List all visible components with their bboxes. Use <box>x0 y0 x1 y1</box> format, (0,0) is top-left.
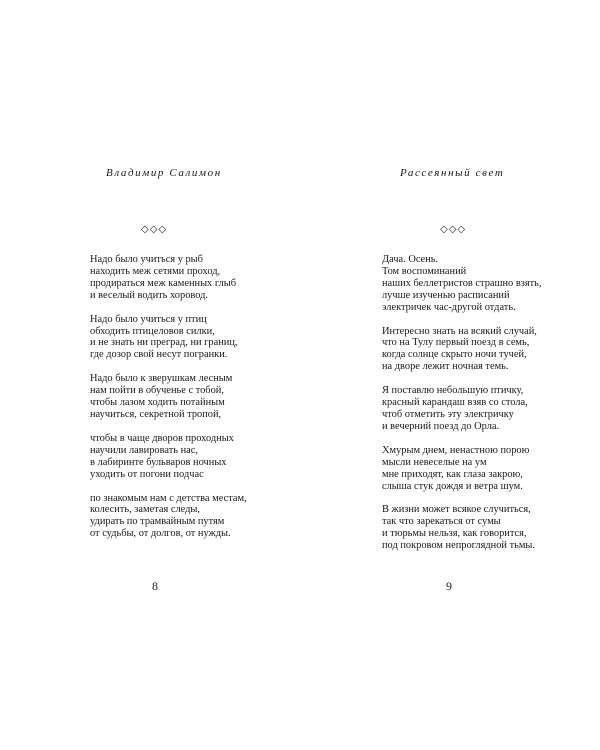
poem-line: в лабиринте бульваров ночных <box>90 456 227 468</box>
poem-line: и веселый водить хоровод. <box>90 289 209 301</box>
poem-line: нам пойти в обученье с тобой, <box>90 385 224 397</box>
poem-line: где дозор свой несут погранки. <box>90 349 228 361</box>
stanza <box>90 314 247 362</box>
poem-line: Надо было учиться у рыб <box>90 254 203 265</box>
stanza <box>382 385 542 433</box>
poem-line: и не знать ни преград, ни границ, <box>90 337 238 349</box>
poem-line: чтобы лазом ходить потайным <box>90 397 225 409</box>
poem-line: продираться меж каменных глыб <box>90 277 237 289</box>
stanza <box>382 254 542 314</box>
poem-line: так что зарекаться от сумы <box>382 516 501 528</box>
ornament-diamonds: ◇◇◇ <box>141 224 168 235</box>
stanza <box>90 373 247 421</box>
poem-line: на дворе лежит ночная темь. <box>382 361 509 373</box>
poem-line: когда солнце скрыто ночи тучей, <box>382 349 527 361</box>
page-number: 8 <box>152 579 158 593</box>
poem-line: красный карандаш взяв со стола, <box>382 397 528 409</box>
poem-line: Интересно знать на всякий случай, <box>382 325 537 337</box>
poem-line: мысли невеселые на ум <box>382 456 487 468</box>
poem-line: под покровом непроглядной тьмы. <box>382 540 535 552</box>
poem-line: Надо было учиться у птиц <box>90 313 207 325</box>
poem-line: Дача. Осень. <box>382 254 439 265</box>
running-head-author: Владимир Салимон <box>106 167 222 179</box>
poem-line: обходить птицеловов силки, <box>90 325 215 337</box>
poem-line: и вечерний поезд до Орла. <box>382 420 500 432</box>
poem-line: научиться, секретной тропой, <box>90 408 222 420</box>
poem-line: Том воспоминаний <box>382 265 467 277</box>
right-page <box>300 0 600 750</box>
poem-line: удирать по трамвайным путям <box>90 516 225 528</box>
ornament-diamonds: ◇◇◇ <box>440 224 467 235</box>
stanza <box>382 326 542 374</box>
poem-line: В жизни может всякое случиться, <box>382 504 531 516</box>
poem-line: уходить от погони подчас <box>90 468 204 480</box>
poem-line: лучше изученью расписаний <box>382 289 510 301</box>
stanza <box>90 493 247 541</box>
running-head-title: Рассеянный свет <box>400 167 505 179</box>
poem-line: чтобы в чаще дворов проходных <box>90 432 234 444</box>
stanza <box>90 254 247 302</box>
poem-right <box>382 254 542 564</box>
poem-line: чтоб отметить эту электричку <box>382 408 514 420</box>
stanza <box>382 445 542 493</box>
poem-line: слыша стук дождя и ветра шум. <box>382 480 523 492</box>
poem-line: наших беллетристов страшно взять, <box>382 277 542 289</box>
poem-line: от судьбы, от долгов, от нужды. <box>90 528 231 540</box>
poem-line: электричек час-другой отдать. <box>382 301 516 313</box>
poem-line: колесить, заметая следы, <box>90 504 200 516</box>
poem-line: и тюрьмы нельзя, как говорится, <box>382 528 527 540</box>
poem-line: Надо было к зверушкам лесным <box>90 373 233 385</box>
poem-line: научили лавировать нас, <box>90 444 198 456</box>
stanza <box>90 433 247 481</box>
poem-line: по знакомым нам с детства местам, <box>90 492 247 504</box>
poem-line: находить меж сетями проход, <box>90 265 221 277</box>
poem-left <box>90 254 247 552</box>
poem-line: Я поставлю небольшую птичку, <box>382 385 524 397</box>
page-number: 9 <box>446 579 452 593</box>
poem-line: что на Тулу первый поезд в семь, <box>382 337 530 349</box>
poem-line: Хмурым днем, ненастною порою <box>382 444 530 456</box>
stanza <box>382 504 542 552</box>
poem-line: мне приходят, как глаза закрою, <box>382 468 523 480</box>
